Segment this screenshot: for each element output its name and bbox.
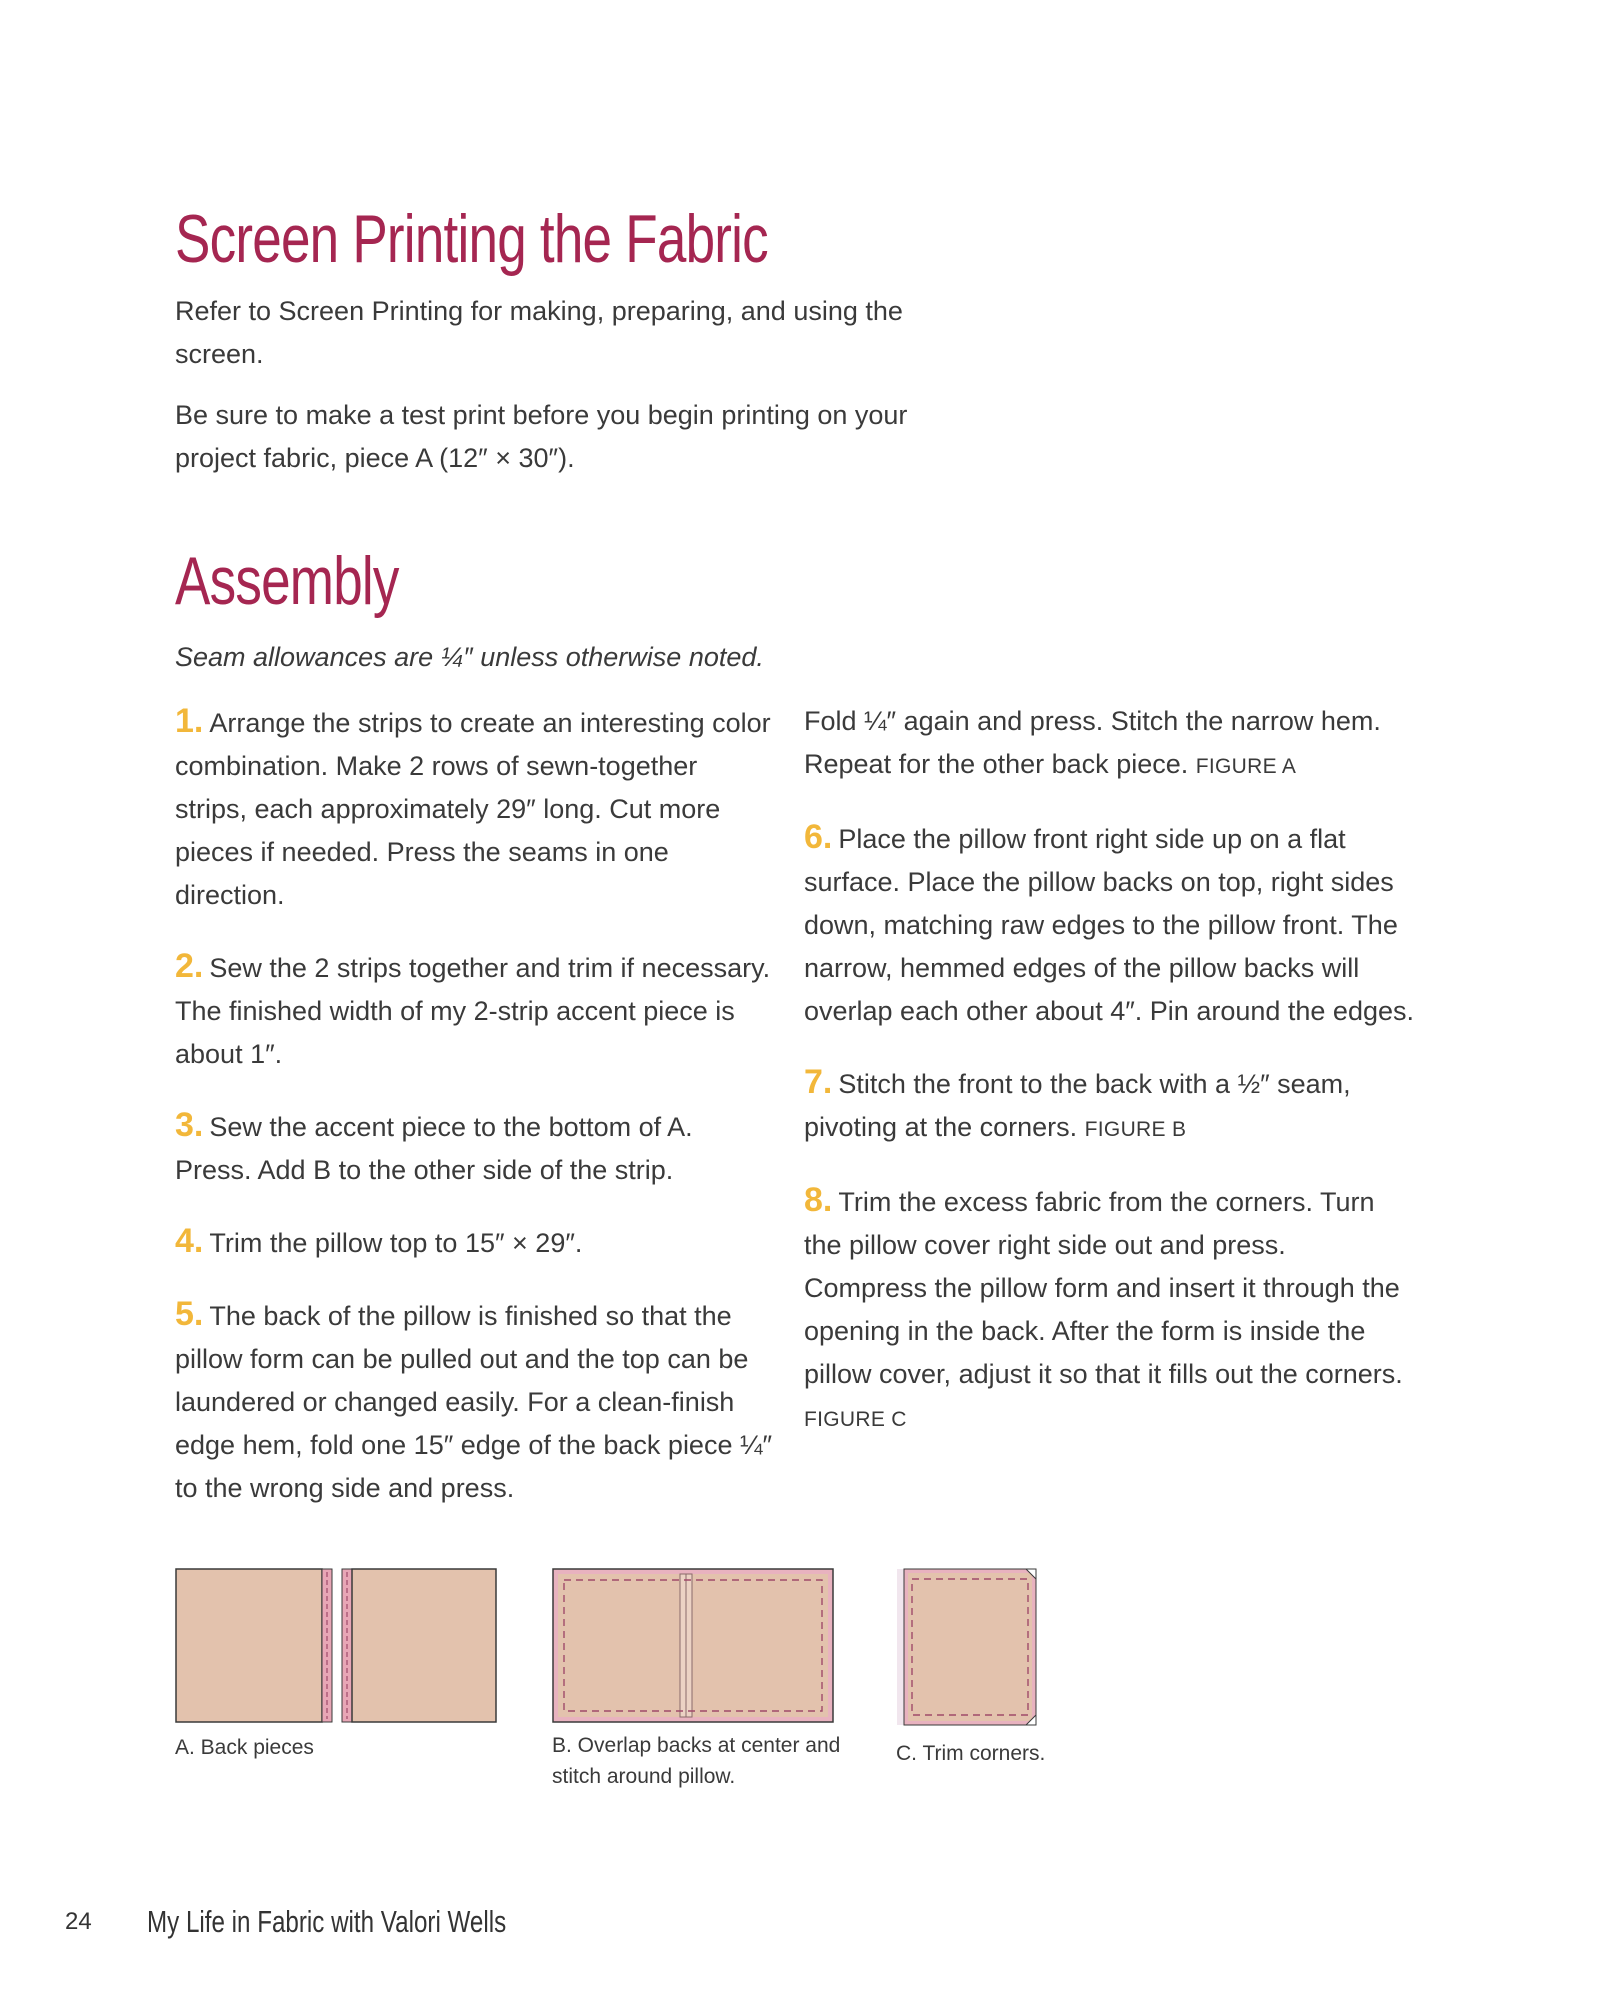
step-number: 2. <box>175 947 204 985</box>
figure-b-caption: B. Overlap backs at center and stitch around pillow. <box>552 1734 841 1788</box>
section-heading-assembly: Assembly <box>175 543 399 619</box>
step-6 <box>804 816 1414 1033</box>
intro-paragraph-2: Be sure to make a test print before you begin printing on your project fabric, piece A (12″ × 30″). <box>175 400 908 473</box>
step-4 <box>175 1220 775 1265</box>
figure-reference: FIGURE B <box>1084 1118 1187 1141</box>
page-number: 24 <box>65 1908 92 1935</box>
step-text: Place the pillow front right side up on a flat surface. Place the pillow backs on top, right sides down, matching raw edges to the pillow front. The narrow, hemmed edges of the pillow backs will overlap each other about 4″. Pin around the edges. <box>804 824 1414 1026</box>
step-number: 1. <box>175 702 204 740</box>
step-text: Sew the 2 strips together and trim if necessary. The finished width of my 2-strip accent piece is about 1″. <box>175 953 771 1069</box>
running-footer-title: My Life in Fabric with Valori Wells <box>147 1904 507 1939</box>
step-text: Stitch the front to the back with a ½″ seam, pivoting at the corners. <box>804 1069 1351 1142</box>
figure-c-trim-corners-illustration <box>896 1568 1046 1728</box>
step-number: 6. <box>804 818 833 856</box>
step-5-continued <box>804 700 1414 788</box>
step-8 <box>804 1179 1414 1441</box>
intro-paragraph-1: Refer to Screen Printing for making, preparing, and using the screen. <box>175 296 903 369</box>
steps-left-column <box>175 700 775 1510</box>
figure-a-caption: A. Back pieces <box>175 1736 314 1759</box>
step-5 <box>175 1293 775 1510</box>
step-text: Sew the accent piece to the bottom of A. Press. Add B to the other side of the strip. <box>175 1112 693 1185</box>
figure-reference: FIGURE C <box>804 1408 907 1431</box>
step-7 <box>804 1061 1414 1151</box>
step-text: Trim the pillow top to 15″ × 29″. <box>209 1228 583 1258</box>
seam-allowance-note: Seam allowances are ¼″ unless otherwise noted. <box>175 642 764 672</box>
step-number: 4. <box>175 1222 204 1260</box>
step-number: 3. <box>175 1106 204 1144</box>
step-text: The back of the pillow is finished so that the pillow form can be pulled out and the top can be laundered or changed easily. For a clean-finish edge hem, fold one 15″ edge of the back piece ¼″ to the wrong side and press. <box>175 1301 773 1503</box>
figure-b-overlap-stitch-illustration <box>552 1568 834 1728</box>
figure-a-back-pieces-illustration <box>175 1568 497 1728</box>
step-number: 8. <box>804 1181 833 1219</box>
step-1 <box>175 700 775 917</box>
section-heading-screen-printing: Screen Printing the Fabric <box>175 201 768 277</box>
step-2 <box>175 945 775 1076</box>
steps-right-column <box>804 700 1414 1441</box>
step-text: Trim the excess fabric from the corners. Turn the pillow cover right side out and press. Compress the pillow form and insert it through the opening in the back. After the form is inside the pillow cover, adjust it so that it fills out the corners. <box>804 1187 1403 1389</box>
step-number: 7. <box>804 1063 833 1101</box>
step-number: 5. <box>175 1295 204 1333</box>
figure-reference: FIGURE A <box>1195 755 1297 778</box>
figure-c-caption: C. Trim corners. <box>896 1742 1046 1765</box>
step-text: Fold ¼″ again and press. Stitch the narrow hem. Repeat for the other back piece. <box>804 706 1381 779</box>
step-text: Arrange the strips to create an interesting color combination. Make 2 rows of sewn-together strips, each approximately 29″ long. Cut more pieces if needed. Press the seams in one direction. <box>175 708 771 910</box>
step-3 <box>175 1104 775 1192</box>
